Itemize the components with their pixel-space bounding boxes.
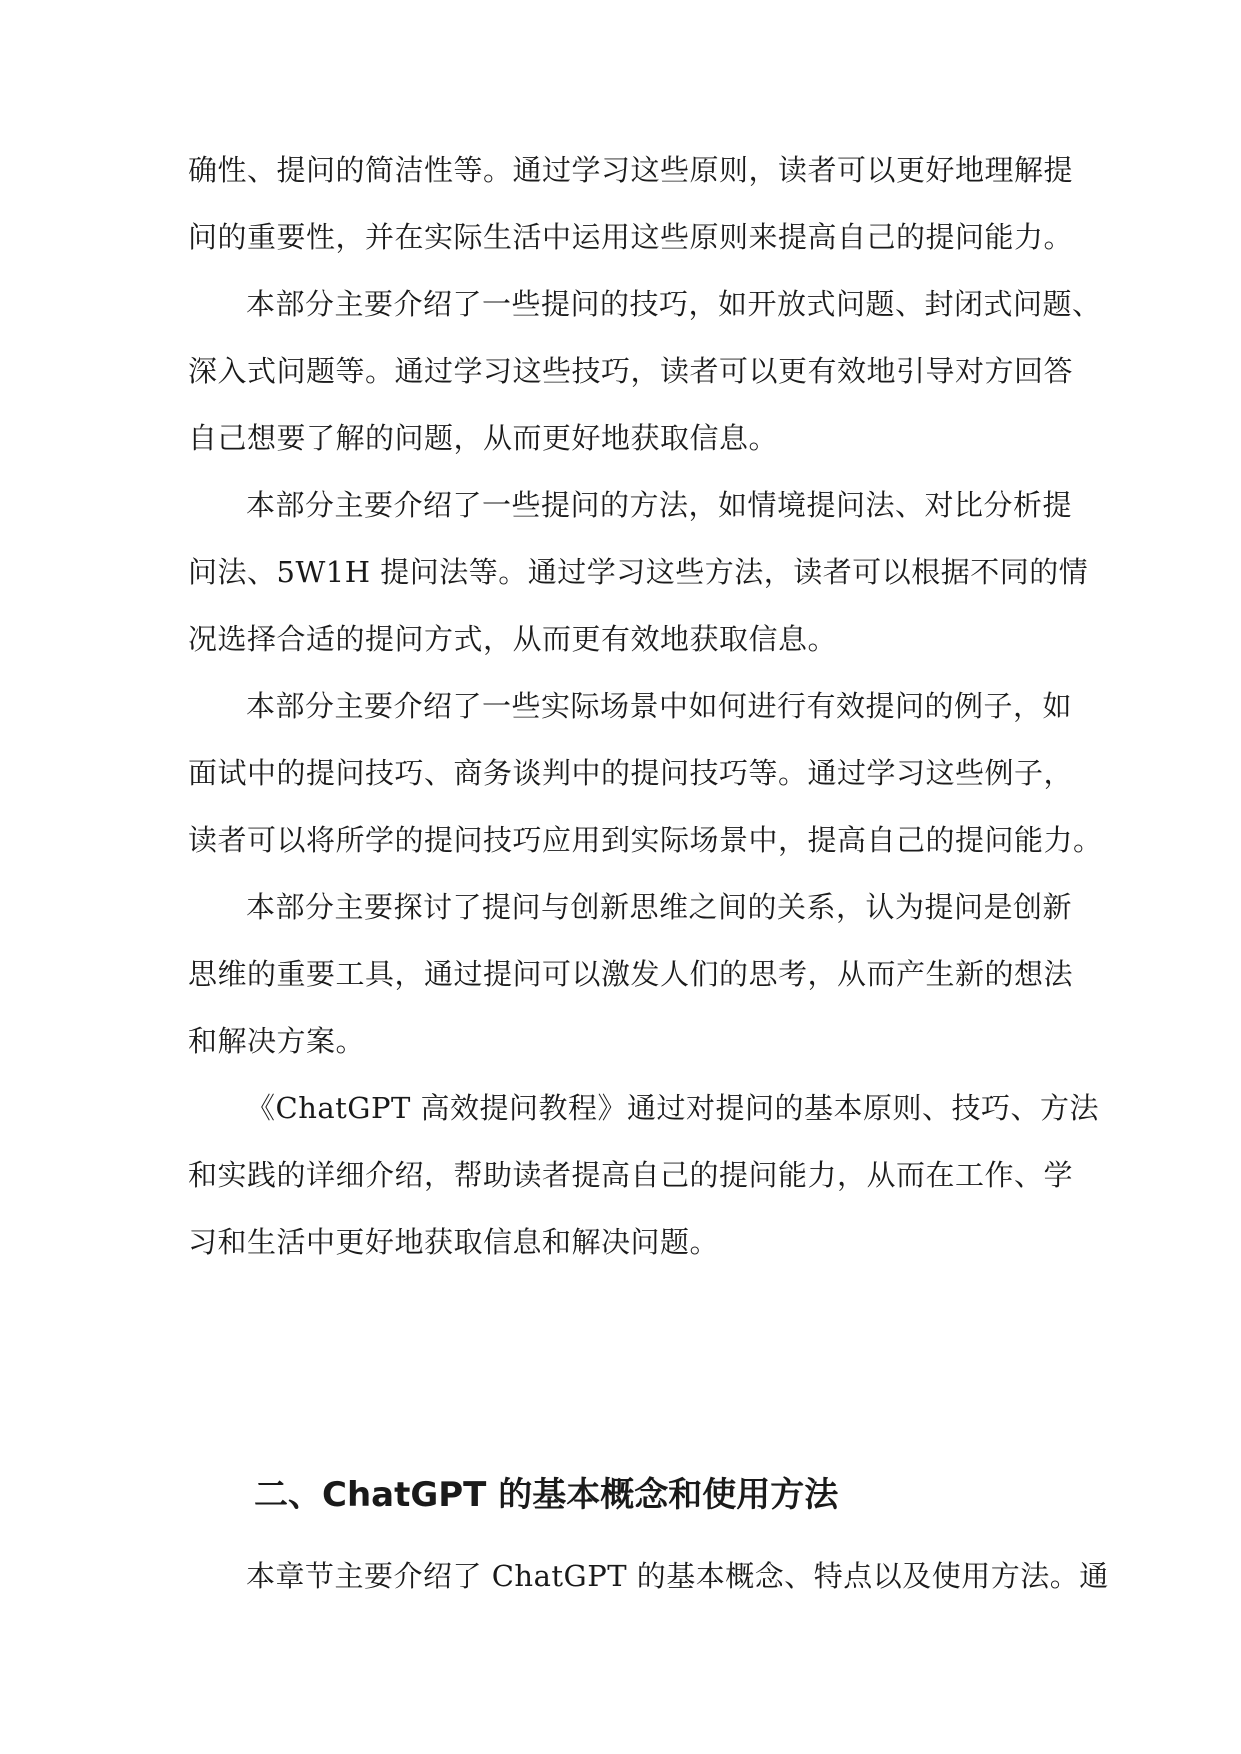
paragraph-line: 深入式问题等。通过学习这些技巧，读者可以更有效地引导对方回答 [188,354,1074,388]
paragraph-line: 确性、提问的简洁性等。通过学习这些原则，读者可以更好地理解提 [188,153,1074,187]
paragraph-line: 读者可以将所学的提问技巧应用到实际场景中，提高自己的提问能力。 [188,823,1103,857]
paragraph-line: 习和生活中更好地获取信息和解决问题。 [188,1225,720,1259]
paragraph-line: 况选择合适的提问方式，从而更有效地获取信息。 [188,622,838,656]
paragraph-line: 本部分主要介绍了一些提问的方法，如情境提问法、对比分析提 [246,488,1073,522]
paragraph-line: 和实践的详细介绍，帮助读者提高自己的提问能力，从而在工作、学 [188,1158,1074,1192]
paragraph-line: 本部分主要介绍了一些实际场景中如何进行有效提问的例子，如 [246,689,1073,723]
paragraph-line: 本部分主要介绍了一些提问的技巧，如开放式问题、封闭式问题、 [246,287,1102,321]
section-heading: 二、ChatGPT 的基本概念和使用方法 [254,1475,839,1515]
paragraph-line: 思维的重要工具，通过提问可以激发人们的思考，从而产生新的想法 [188,957,1074,991]
paragraph-line: 本章节主要介绍了 ChatGPT 的基本概念、特点以及使用方法。通 [246,1559,1109,1593]
paragraph-line: 本部分主要探讨了提问与创新思维之间的关系，认为提问是创新 [246,890,1073,924]
paragraph-line: 问的重要性，并在实际生活中运用这些原则来提高自己的提问能力。 [188,220,1074,254]
paragraph-line: 问法、5W1H 提问法等。通过学习这些方法，读者可以根据不同的情 [188,555,1089,589]
paragraph-line: 和解决方案。 [188,1024,366,1058]
paragraph-line: 《ChatGPT 高效提问教程》通过对提问的基本原则、技巧、方法 [246,1091,1100,1125]
paragraph-line: 面试中的提问技巧、商务谈判中的提问技巧等。通过学习这些例子， [188,756,1074,790]
paragraph-line: 自己想要了解的问题，从而更好地获取信息。 [188,421,779,455]
